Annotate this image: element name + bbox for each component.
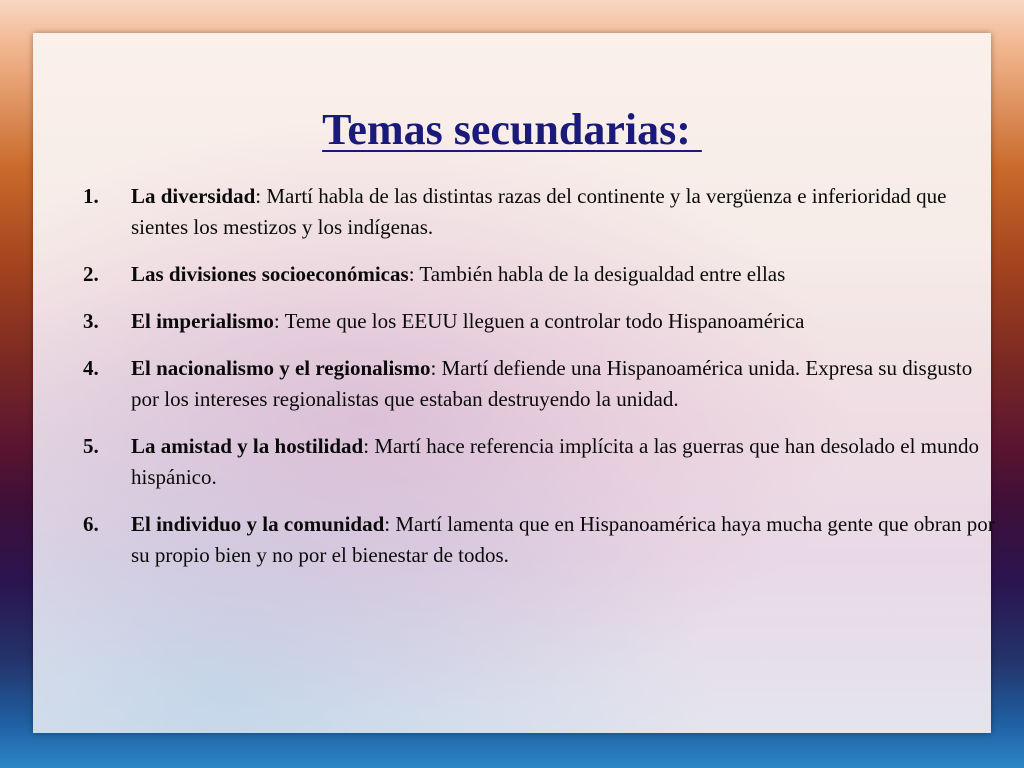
topic-description: : Martí lamenta que en Hispanoamérica haya mucha gente que obran por su propio bien y no por el bienestar de todos. bbox=[131, 512, 995, 567]
topic-term: El nacionalismo y el regionalismo bbox=[131, 356, 431, 380]
topic-description: : También habla de la desigualdad entre ellas bbox=[408, 262, 786, 286]
item-number: 1. bbox=[83, 184, 99, 208]
list-item bbox=[83, 509, 1003, 571]
item-number: 2. bbox=[83, 262, 99, 286]
list-item bbox=[83, 181, 1003, 243]
slide-panel bbox=[33, 33, 995, 733]
list-item bbox=[83, 431, 1003, 493]
item-number: 4. bbox=[83, 356, 99, 380]
item-number: 5. bbox=[83, 434, 99, 458]
topic-description: : Martí habla de las distintas razas del continente y la vergüenza e inferioridad que sientes los mestizos y los indígenas. bbox=[131, 184, 947, 239]
item-number: 3. bbox=[83, 309, 99, 333]
topic-term: Las divisiones socioeconómicas bbox=[131, 262, 409, 286]
list-item bbox=[83, 259, 1003, 290]
topic-description: : Teme que los EEUU lleguen a controlar todo Hispanoamérica bbox=[273, 309, 805, 333]
topic-term: La diversidad bbox=[131, 184, 256, 208]
topic-term: La amistad y la hostilidad bbox=[131, 434, 364, 458]
topic-term: El imperialismo bbox=[131, 309, 274, 333]
item-number: 6. bbox=[83, 512, 99, 536]
list-item bbox=[83, 353, 1003, 415]
topic-description: : Martí hace referencia implícita a las guerras que han desolado el mundo hispánico. bbox=[131, 434, 979, 489]
topic-list bbox=[83, 181, 1003, 587]
topic-term: El individuo y la comunidad bbox=[131, 512, 385, 536]
slide-title: Temas secundarias: bbox=[322, 105, 702, 154]
list-item bbox=[83, 306, 1003, 337]
topic-description: : Martí defiende una Hispanoamérica unida. Expresa su disgusto por los intereses regionalistas que estaban destruyendo la unidad. bbox=[131, 356, 973, 411]
